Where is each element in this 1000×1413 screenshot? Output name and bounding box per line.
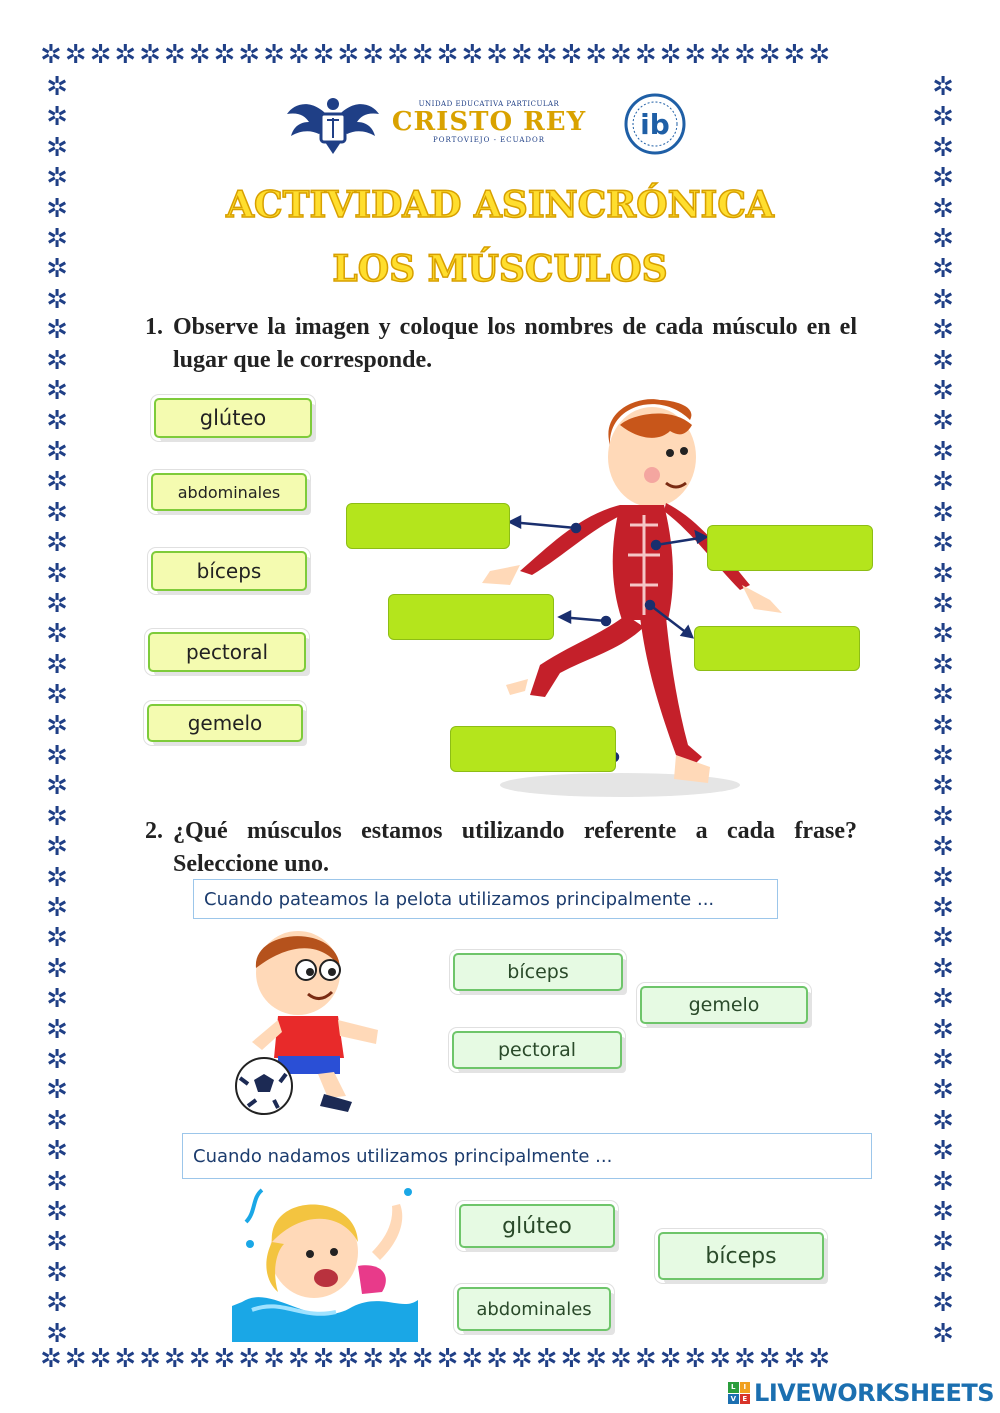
drop-target-5[interactable]	[450, 726, 616, 772]
school-city: PORTOVIEJO - ECUADOR	[433, 136, 545, 144]
sentence-soccer: Cuando pateamos la pelota utilizamos principalmente ...	[193, 879, 778, 919]
liveworksheets-text: LIVEWORKSHEETS	[754, 1379, 994, 1407]
border-top: ✲✲✲✲✲✲✲✲✲✲✲✲✲✲✲✲✲✲✲✲✲✲✲✲✲✲✲✲✲✲✲✲	[40, 42, 834, 70]
soccer-boy-illustration	[228, 918, 398, 1118]
option-biceps-soccer[interactable]: bíceps	[453, 953, 623, 991]
ib-logo	[615, 92, 697, 156]
drag-label-pectoral[interactable]: pectoral	[148, 632, 306, 672]
drop-target-1[interactable]	[346, 503, 510, 549]
border-left: ✲✲✲✲✲✲✲✲✲✲✲✲✲✲✲✲✲✲✲✲✲✲✲✲✲✲✲✲✲✲✲✲✲✲✲✲✲✲✲✲✲✲	[46, 72, 68, 1349]
question-2-number: 2.	[145, 818, 163, 844]
drag-label-gluteo[interactable]: glúteo	[154, 398, 312, 438]
liveworksheets-logo	[728, 1379, 994, 1407]
sentence-swimming: Cuando nadamos utilizamos principalmente ...	[182, 1133, 872, 1179]
title-topic: LOS MÚSCULOS	[332, 248, 668, 290]
question-1-number: 1.	[145, 314, 163, 340]
drag-label-gemelo[interactable]: gemelo	[147, 704, 303, 742]
question-2	[145, 815, 857, 881]
question-1-text: Observe la imagen y coloque los nombres de cada músculo en el lugar que le corresponde.	[173, 314, 857, 373]
border-bottom: ✲✲✲✲✲✲✲✲✲✲✲✲✲✲✲✲✲✲✲✲✲✲✲✲✲✲✲✲✲✲✲✲	[40, 1346, 834, 1374]
drop-target-3[interactable]	[388, 594, 554, 640]
border-right: ✲✲✲✲✲✲✲✲✲✲✲✲✲✲✲✲✲✲✲✲✲✲✲✲✲✲✲✲✲✲✲✲✲✲✲✲✲✲✲✲✲✲	[932, 72, 954, 1349]
drop-target-2[interactable]	[707, 525, 873, 571]
eagle-crest-logo	[285, 92, 381, 156]
school-header	[285, 92, 715, 158]
drag-label-biceps[interactable]: bíceps	[151, 551, 307, 591]
option-biceps-swimming[interactable]: bíceps	[658, 1232, 824, 1280]
drag-label-abdominales[interactable]: abdominales	[151, 473, 307, 511]
school-name-block	[389, 100, 589, 144]
liveworksheets-icon: L I V E	[728, 1382, 750, 1404]
title-activity: ACTIVIDAD ASINCRÓNICA	[226, 184, 774, 226]
question-2-text: ¿Qué músculos estamos utilizando referente a cada frase? Seleccione uno.	[173, 818, 857, 877]
option-pectoral-soccer[interactable]: pectoral	[452, 1031, 622, 1069]
swimming-girl-illustration	[232, 1182, 422, 1342]
question-1	[145, 311, 857, 377]
option-abdominales-swimming[interactable]: abdominales	[457, 1287, 611, 1331]
school-name: CRISTO REY	[391, 107, 587, 137]
option-gluteo-swimming[interactable]: glúteo	[459, 1204, 615, 1248]
school-line1: UNIDAD EDUCATIVA PARTICULAR	[418, 100, 560, 108]
ib-text: ib	[640, 108, 670, 141]
drop-target-4[interactable]	[694, 626, 860, 671]
option-gemelo-soccer[interactable]: gemelo	[640, 986, 808, 1024]
